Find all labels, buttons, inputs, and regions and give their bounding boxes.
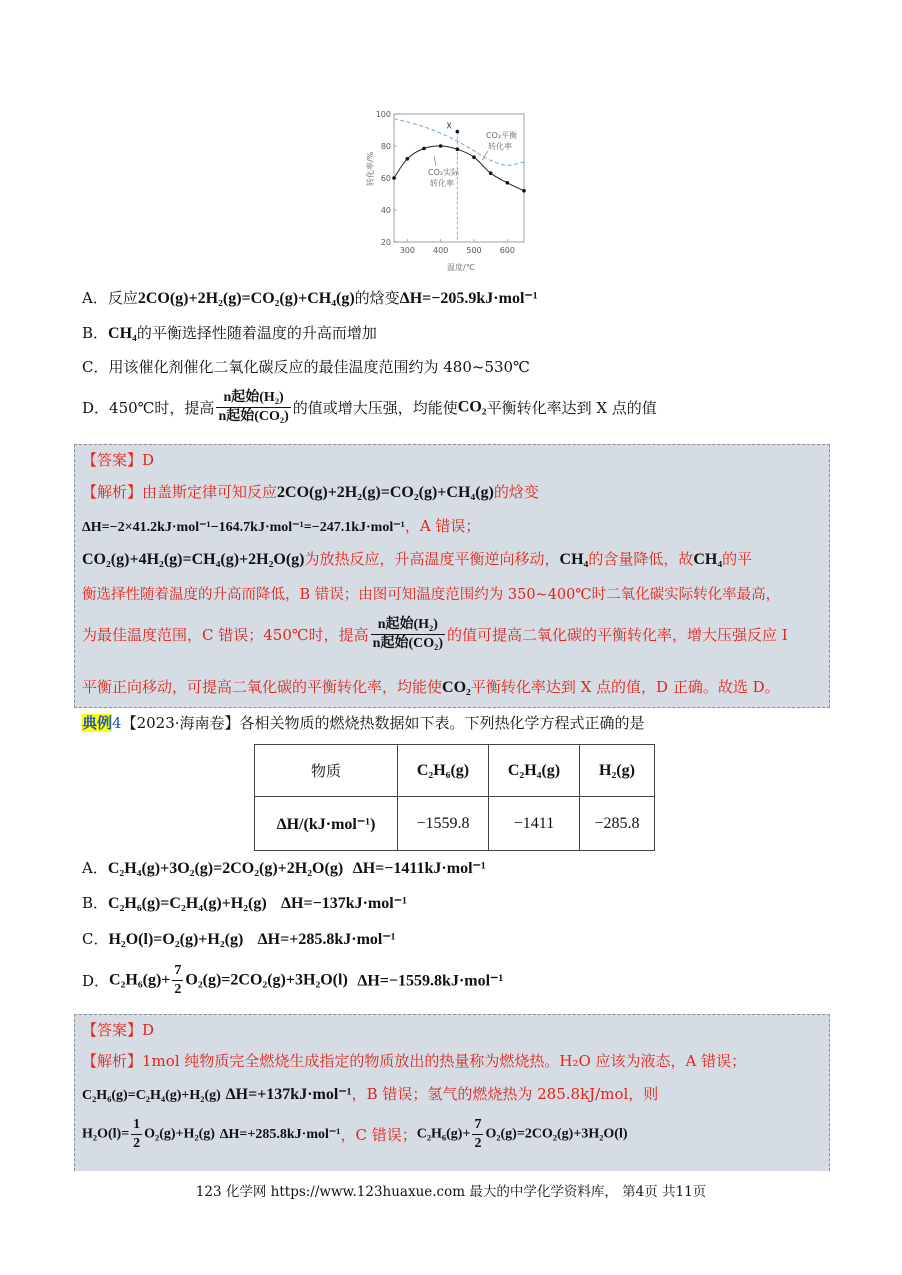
analysis-q4-l3-fraction	[131, 1116, 142, 1153]
question-source: 【2023·海南卷】	[121, 714, 240, 732]
analysis-q4-line2	[82, 1083, 658, 1104]
actual-conversion-point	[439, 144, 443, 148]
y-tick-label: 40	[380, 206, 391, 215]
analysis-q4-l3-fraction2	[472, 1116, 483, 1153]
option-d-fraction	[216, 389, 290, 426]
table-cell: −285.8	[580, 797, 655, 851]
analysis-q4-l2-text: ，B 错误；氢气的燃烧热为 285.8kJ/mol，则	[351, 1085, 659, 1103]
q4-option-d-post: O₂(g)=2CO₂(g)+3H₂O(l)	[185, 971, 348, 989]
y-tick-label: 20	[380, 238, 391, 247]
table-header-cell: H₂(g)	[580, 745, 655, 797]
actual-conversion-point	[522, 189, 526, 193]
analysis-q4-l3-dh: ΔH=+285.8kJ·mol⁻¹	[219, 1127, 341, 1142]
analysis-q3-fraction-den: n起始(CO₂)	[372, 636, 443, 651]
analysis-q3-l5-t1: 为最佳温度范围，C 错误；450℃时，提高	[82, 626, 369, 644]
analysis-q4-l3-post: O₂(g)+H₂(g)	[144, 1126, 215, 1142]
analysis-q4-l2-dh: ΔH=+137kJ·mol⁻¹	[225, 1086, 352, 1103]
table-row	[255, 797, 655, 851]
analysis-q3-fraction-num: n起始(H₂)	[371, 616, 445, 635]
analysis-q4-l3-den: 2	[133, 1136, 141, 1151]
actual-conversion-point	[392, 176, 396, 180]
analysis-q4-l3-pre2: C₂H₆(g)+	[416, 1126, 471, 1142]
combustion-heat-table	[254, 744, 655, 851]
analysis-q3-line1	[82, 481, 539, 502]
example-tag: 典例	[82, 714, 113, 732]
analysis-q3-l1-end: 的焓变	[493, 483, 539, 501]
option-d-prefix: D．450℃时，提高	[82, 399, 215, 417]
table-cell: −1411	[489, 797, 580, 851]
analysis-q3-l3-ch4a: CH₄	[559, 551, 589, 568]
q4-option-d	[82, 962, 503, 999]
x-tick-label: 500	[466, 246, 482, 255]
q4-option-a-eq: C₂H₄(g)+3O₂(g)=2CO₂(g)+2H₂O(g)	[107, 860, 344, 877]
analysis-q3-l3-t3: 的平	[722, 550, 753, 568]
option-a-equation: 2CO(g)+2H₂(g)=CO₂(g)+CH₄(g)	[137, 290, 355, 307]
q4-option-b-dh: ΔH=−137kJ·mol⁻¹	[280, 895, 407, 912]
q4-option-b-label: B．	[82, 894, 109, 912]
option-c: C．用该催化剂催化二氧化碳反应的最佳温度范围约为 480~530℃	[82, 358, 530, 376]
option-a-mid: 的焓变	[354, 289, 400, 307]
option-b-text: 的平衡选择性随着温度的升高而增加	[136, 324, 377, 342]
q4-option-d-num: 7	[172, 962, 183, 981]
option-d-co2: CO₂	[457, 398, 487, 416]
answer-q3: 【答案】D	[82, 451, 155, 469]
x-axis-label: 温度/℃	[447, 263, 475, 272]
analysis-q3-l1-text: 由盖斯定律可知反应	[142, 483, 278, 501]
analysis-q3-l2-eq: ΔH=−2×41.2kJ·mol⁻¹−164.7kJ·mol⁻¹=−247.1kJ·mol⁻¹	[82, 520, 405, 535]
actual-conversion-point	[422, 147, 426, 151]
table-row-label: ΔH/(kJ·mol⁻¹)	[255, 797, 398, 851]
q4-option-d-label: D．	[82, 972, 110, 990]
y-tick-label: 60	[380, 174, 391, 183]
analysis-q3-line5	[82, 616, 788, 653]
equilibrium-curve-label-2: 转化率	[488, 142, 512, 151]
option-d-fraction-den: n起始(CO₂)	[218, 409, 289, 424]
answer-q4: 【答案】D	[82, 1021, 155, 1039]
q4-option-d-dh: ΔH=−1559.8kJ·mol⁻¹	[357, 972, 504, 990]
analysis-q3-l6-co2: CO₂	[442, 679, 471, 696]
analysis-q3-l3-eq: CO₂(g)+4H₂(g)=CH₄(g)+2H₂O(g)	[82, 551, 305, 568]
analysis-q3-l3-t1: 为放热反应，升高温度平衡逆向移动，	[304, 550, 560, 568]
analysis-q4-l3-num: 1	[131, 1116, 142, 1135]
y-tick-label: 100	[375, 110, 391, 119]
actual-conversion-point	[489, 171, 493, 175]
analysis-q4-l1-text: 1mol 纯物质完全燃烧生成指定的物质放出的热量称为燃烧热。H₂O 应该为液态，A 错误；	[142, 1052, 747, 1070]
q4-option-c-dh: ΔH=+285.8kJ·mol⁻¹	[257, 931, 396, 948]
table-cell: −1559.8	[398, 797, 489, 851]
analysis-q4-l2-eq: C₂H₆(g)=C₂H₄(g)+H₂(g)	[82, 1088, 221, 1103]
y-tick-label: 80	[380, 142, 391, 151]
option-a	[82, 287, 538, 308]
analysis-q3-l5-t2: 的值可提高二氧化碳的平衡转化率，增大压强反应 I	[446, 626, 788, 644]
actual-curve-label-2: 转化率	[430, 179, 454, 188]
analysis-q3-line4: 衡选择性随着温度的升高而降低，B 错误；由图可知温度范围约为 350~400℃时二氧化碳实际转化率最高，	[82, 587, 781, 603]
option-d-mid: 的值或增大压强，均能使	[292, 399, 458, 417]
analysis-q4-line3	[82, 1116, 628, 1153]
analysis-q3-line3	[82, 548, 752, 569]
analysis-q3-l2-end: ，A 错误；	[404, 517, 481, 535]
option-b	[82, 322, 377, 343]
question-stem-text: 各相关物质的燃烧热数据如下表。下列热化学方程式正确的是	[239, 714, 645, 732]
x-tick-label: 600	[499, 246, 515, 255]
q4-option-c-eq: H₂O(l)=O₂(g)+H₂(g)	[108, 931, 244, 948]
analysis-q4-l3-num2: 7	[472, 1116, 483, 1135]
q4-option-b	[82, 892, 407, 913]
q4-option-d-den: 2	[174, 982, 182, 997]
option-d	[82, 389, 657, 426]
x-tick-label: 400	[433, 246, 449, 255]
q4-option-d-fraction	[172, 962, 183, 999]
q4-option-a-dh: ΔH=−1411kJ·mol⁻¹	[352, 860, 486, 877]
actual-conversion-point	[472, 155, 476, 159]
analysis-q4-l3-den2: 2	[474, 1136, 482, 1151]
question-4-stem	[82, 712, 645, 733]
q4-option-a-label: A．	[82, 859, 108, 877]
q4-option-a	[82, 857, 486, 878]
option-d-end: 平衡转化率达到 X 点的值	[486, 399, 657, 417]
analysis-q4-line1	[82, 1050, 746, 1071]
option-d-fraction-num: n起始(H₂)	[216, 389, 290, 408]
analysis-q3-l6-t2: 平衡转化率达到 X 点的值，D 正确。故选 D。	[470, 678, 780, 696]
table-header-cell: 物质	[255, 745, 398, 797]
analysis-tag: 【解析】	[82, 1052, 143, 1070]
table-header-row	[255, 745, 655, 797]
table-header-cell: C₂H₄(g)	[489, 745, 580, 797]
q4-option-c	[82, 928, 396, 949]
analysis-q4-l3-text: ，C 错误；	[340, 1126, 417, 1144]
x-tick-label: 300	[399, 246, 415, 255]
option-b-prefix: B．	[82, 324, 109, 342]
actual-conversion-point	[406, 157, 410, 161]
analysis-q4-l3-post2: O₂(g)=2CO₂(g)+3H₂O(l)	[485, 1126, 628, 1142]
analysis-q3-line6	[82, 676, 780, 697]
q4-option-c-label: C．	[82, 930, 109, 948]
analysis-q3-l3-ch4b: CH₄	[693, 551, 723, 568]
option-a-prefix: A．反应	[82, 289, 138, 307]
y-axis-label: 转化率/%	[366, 151, 375, 186]
analysis-q3-line2	[82, 515, 480, 536]
option-a-enthalpy: ΔH=−205.9kJ·mol⁻¹	[399, 290, 538, 307]
actual-conversion-point	[506, 181, 510, 185]
analysis-q3-l3-t2: 的含量降低，故	[588, 550, 694, 568]
analysis-q3-l6-t1: 平衡正向移动，可提高二氧化碳的平衡转化率，均能使	[82, 678, 443, 696]
x-point-label: X	[446, 121, 452, 131]
equilibrium-curve-label-1: CO₂平衡	[486, 131, 518, 140]
conversion-chart	[360, 104, 540, 276]
actual-curve-label-1: CO₂实际	[428, 168, 460, 177]
example-number: 4	[112, 714, 122, 732]
page-footer: 123 化学网 https://www.123huaxue.com 最大的中学化学资料库， 第4页 共11页	[195, 1184, 707, 1200]
actual-conversion-point	[456, 147, 460, 151]
analysis-q3-fraction	[371, 616, 445, 653]
option-b-ch4: CH₄	[108, 325, 137, 342]
analysis-q4-l3-pre: H₂O(l)=	[82, 1126, 130, 1142]
q4-option-b-eq: C₂H₆(g)=C₂H₄(g)+H₂(g)	[108, 895, 267, 912]
analysis-tag: 【解析】	[82, 483, 143, 501]
x-point-marker	[456, 130, 460, 134]
q4-option-d-pre: C₂H₆(g)+	[109, 971, 171, 989]
analysis-q3-l1-eq: 2CO(g)+2H₂(g)=CO₂(g)+CH₄(g)	[277, 484, 494, 501]
table-header-cell: C₂H₆(g)	[398, 745, 489, 797]
